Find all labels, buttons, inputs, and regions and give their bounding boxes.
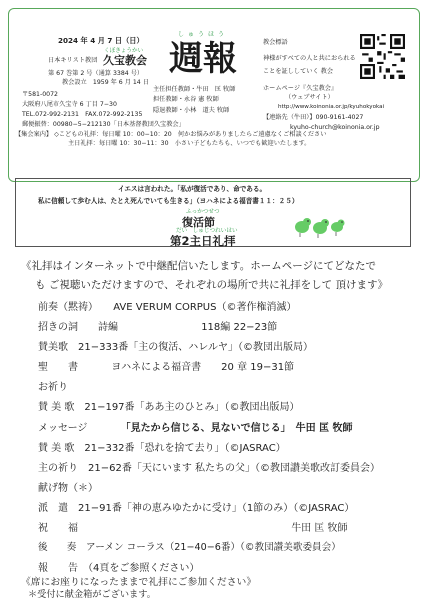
church-name: 久宝教会 <box>103 54 147 67</box>
order-postlude-label: 後 奏 アーメン コーラス（21−40−6番）（©教団讃美歌委員会） <box>38 542 341 553</box>
intro-line2: も ご視聴いただけますので、それぞれの場所で共に礼拝をして 頂けます》 <box>35 279 388 291</box>
staff-assistant: 担任教師・永谷 憲 牧師 <box>153 96 219 103</box>
zip-code: 〒581-0072 <box>22 91 58 98</box>
verse-line2: 私に信頼して歩む人は、たとえ死んでいても生きる」（ヨハネによる福音書１１：２５） <box>38 197 299 205</box>
logo-kana: しゅうほう <box>178 31 229 38</box>
order-sending <box>38 499 354 514</box>
birds-illustration <box>292 211 347 241</box>
staff-pastor: 主任担任教師・牛田 匡 牧師 <box>153 86 236 93</box>
order-scripture <box>38 358 294 373</box>
issue-number: 第 67 巻第 2 号（通算 3384 号） <box>48 70 144 77</box>
staff-retired: 隠退教師・小林 道夫 牧師 <box>153 107 230 114</box>
order-hymn-3 <box>38 439 286 454</box>
order-hymn-2-label: 賛 美 歌 21−197番「ああ主のひとみ」（©教団出版局） <box>38 402 300 413</box>
tel-fax: TEL.072-992-2131 FAX.072-992-2135 <box>22 111 143 118</box>
order-hymn-1-label: 賛美歌 21−333番「主の復活、ハレルヤ」（©教団出版局） <box>38 342 313 353</box>
postal-account: 郵便振替：00980−5−212130「日本基督教団久宝教会」 <box>22 121 185 128</box>
order-prelude <box>38 298 296 313</box>
qr-code-icon <box>360 34 405 79</box>
footer-line2: ＊受付に献金箱がございます。 <box>28 589 156 600</box>
homepage-url[interactable]: http://www.koinonia.or.jp/kyuhokyokai <box>278 104 385 110</box>
assembly-info-2: 主日礼拝：毎日曜 10：30−11：30 小さい子どもたちも、いつでも歓迎いたします。 <box>68 140 311 147</box>
order-offering <box>38 479 98 494</box>
order-message <box>38 419 353 434</box>
motto-line1: 神様がすべての人と共におられる <box>263 55 356 62</box>
order-prayer-label: お祈り <box>38 382 68 393</box>
order-scripture-label: 聖 書 <box>38 362 78 373</box>
bulletin-date: 2024 年 4 月 7 日（日） <box>58 36 144 45</box>
intro-line1: 《礼拝はインターネットで中継配信いたします。ホームページにてどなたで <box>21 260 377 272</box>
order-call <box>38 318 277 333</box>
order-blessing-label: 祝 福 <box>38 523 78 534</box>
homepage-label: ホームページ『久宝教会』 <box>263 85 338 92</box>
motto-line2: ことを証ししていく 教会 <box>263 68 334 75</box>
founded-date: 教会設立 1959 年 6 月 14 日 <box>62 79 149 86</box>
order-message-label: メッセージ <box>38 423 88 434</box>
order-call-content: 118編 22−23節 <box>201 322 278 333</box>
weekly-logo <box>164 31 248 88</box>
order-prelude-content: AVE VERUM CORPUS（©著作権消滅） <box>113 302 297 313</box>
order-prelude-label: 前奏（黙祷） <box>38 302 98 313</box>
footer-line1: 《席にお座りになったままで礼拝にご参加ください》 <box>21 577 257 588</box>
assembly-info-1: 【集会案内】 ◇こどもの礼拝：毎日曜 10：00−10：20 何かお悩みがありましたらご遠慮なくご相談ください <box>15 131 327 138</box>
motto-title: 教会標語 <box>263 39 288 46</box>
church-name-kana: くぼきょうかい <box>104 48 144 54</box>
order-hymn-2 <box>38 398 300 413</box>
verse-line1: イエスは言われた。「私が復活であり、命である。 <box>118 185 267 193</box>
order-hymn-3-label: 賛 美 歌 21−332番「恐れを捨て去り」（©JASRAC） <box>38 443 286 454</box>
order-lords-prayer <box>38 459 380 474</box>
order-announcements <box>38 559 199 574</box>
church-org: 日本キリスト教団 <box>48 57 98 64</box>
season-kana: ふっかつせつ <box>186 209 220 215</box>
service-name: 第2主日礼拝 <box>170 234 236 248</box>
order-hymn-1 <box>38 338 313 353</box>
contact-phone: 【連絡先（牛田）】090-9161-4027 <box>263 114 364 121</box>
order-scripture-content: ヨハネによる福音書 20 章 19−31節 <box>111 362 295 373</box>
order-offering-label: 献げ物（＊） <box>38 483 98 494</box>
service-name-kana: だい しゅじつれいはい <box>176 228 238 234</box>
address: 大阪府八尾市久宝寺 6 丁目 7−30 <box>22 101 117 108</box>
logo-word: 週報 <box>169 39 237 79</box>
order-announcements-label: 報 告 （4頁をご参照ください） <box>38 563 200 574</box>
order-blessing-content: 牛田 匡 牧師 <box>291 523 348 534</box>
order-postlude <box>38 539 341 553</box>
order-lords-prayer-label: 主の祈り 21−62番「天にいます 私たちの父」（©教団讃美歌改訂委員会） <box>38 463 381 474</box>
order-prayer <box>38 378 68 393</box>
order-call-label: 招きの詞 詩編 <box>38 322 118 333</box>
order-sending-label: 派 遣 21−91番「神の恵みゆたかに受け」（1節のみ）（©JASRAC） <box>38 503 355 514</box>
season-name: 復活節 <box>182 216 215 229</box>
homepage-sub: （ウェブサイト） <box>285 94 334 101</box>
order-blessing <box>38 519 348 534</box>
order-message-content: 「見たから信じる、見ないで信じる」 牛田 匡 牧師 <box>120 423 353 434</box>
contact-email[interactable]: kyuho-church@koinonia.or.jp <box>290 124 380 131</box>
